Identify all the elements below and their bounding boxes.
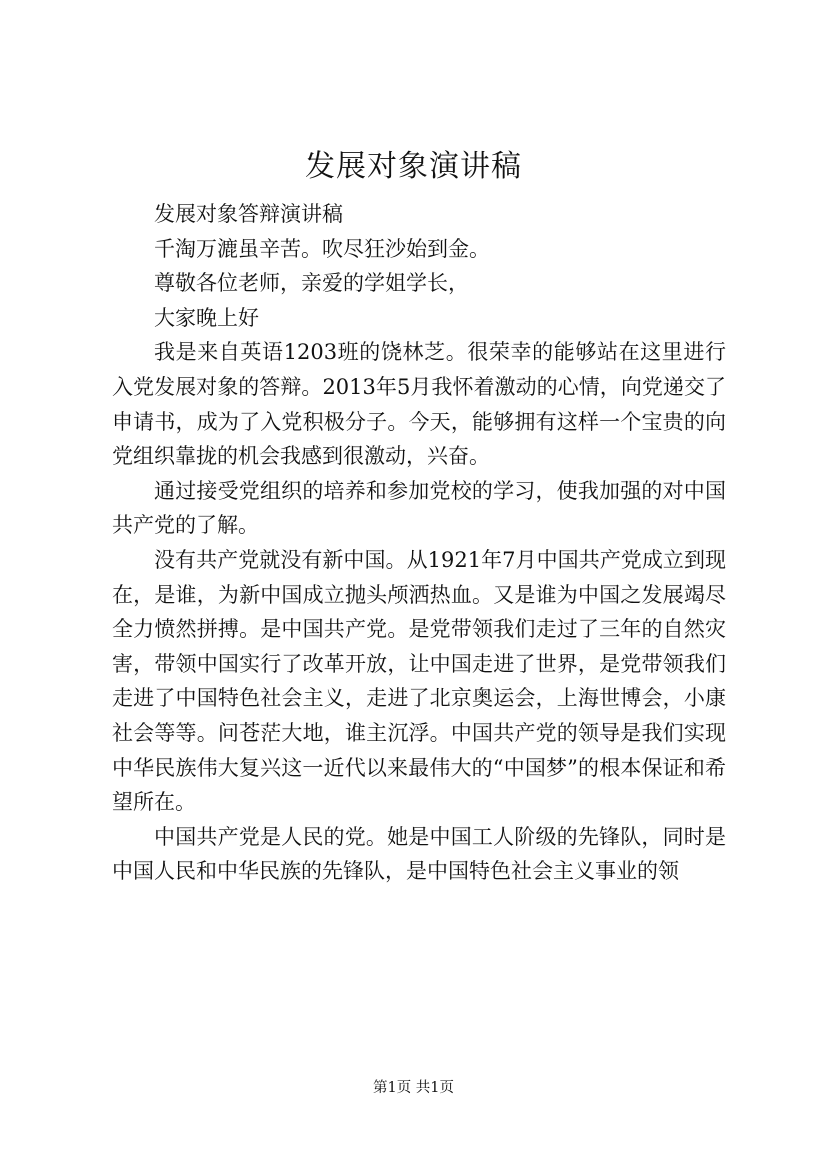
paragraph-learning: 通过接受党组织的培养和参加党校的学习，使我加强的对中国共产党的了解。 <box>112 478 726 538</box>
paragraph-quote: 千淘万漉虽辛苦。吹尽狂沙始到金。 <box>154 236 490 261</box>
paragraph-introduction: 我是来自英语1203班的饶林芝。很荣幸的能够站在这里进行入党发展对象的答辩。2013年5月我怀着激动的心情，向党递交了申请书，成为了入党积极分子。今天，能够拥有这样一个宝贵的向党组织靠拢的机会我感到很激动，兴奋。 <box>112 340 726 469</box>
paragraph-people-party: 中国共产党是人民的党。她是中国工人阶级的先锋队，同时是中国人民和中华民族的先锋队，是中国特色社会主义事业的领 <box>112 824 726 884</box>
paragraph-history: 没有共产党就没有新中国。从1921年7月中国共产党成立到现在，是谁，为新中国成立抛头颅洒热血。又是谁为中国之发展竭尽全力愤然拼搏。是中国共产党。是党带领我们走过了三年的自然灾害，带领中国实行了改革开放，让中国走进了世界，是党带领我们走进了中国特色社会主义，走进了北京奥运会，上海世博会，小康社会等等。问苍茫大地，谁主沉浮。中国共产党的领导是我们实现中华民族伟大复兴这一近代以来最伟大的“中国梦”的根本保证和希望所在。 <box>112 547 726 815</box>
document-body <box>112 197 726 889</box>
paragraph-subtitle: 发展对象答辩演讲稿 <box>154 202 343 226</box>
paragraph-greeting: 大家晚上好 <box>154 305 259 330</box>
paragraph-salutation: 尊敬各位老师，亲爱的学姐学长， <box>154 271 469 296</box>
page-footer: 第1页 共1页 <box>372 1080 455 1096</box>
document-title: 发展对象演讲稿 <box>305 149 522 184</box>
